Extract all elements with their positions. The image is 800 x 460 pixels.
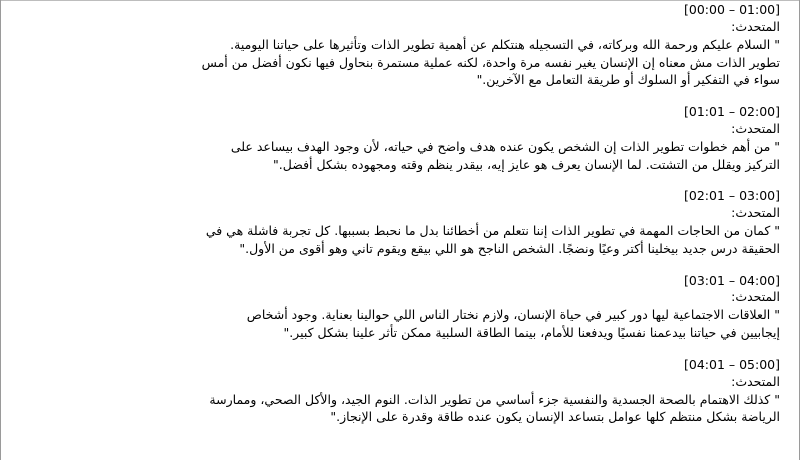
segment-line: سواء في التفكير أو السلوك أو طريقة التعامل مع الآخرين." [476,72,780,88]
segment-timecode: [01:01 – 02:00] [684,104,780,119]
segment-spacer [12,264,782,273]
segment-line: " كمان من الحاجات المهمة في تطوير الذات إننا نتعلم من أخطائنا بدل ما نحبط بسببها. كل تجربة فاشلة هي في [205,223,780,238]
segment-speaker: المتحدث: [731,373,780,389]
segment-line: " كذلك الاهتمام بالصحة الجسدية والنفسية جزء أساسي من تطوير الذات. النوم الجيد، والأكل الصحي، وممارسة [209,391,780,407]
segment-spacer [12,348,782,357]
transcript-segment [12,104,782,173]
segment-line: إيجابيين في حياتنا بيدعمنا نفسيًا ويدفعنا للأمام، بينما الطاقة السلبية ممكن تأثر علينا بشكل كبير." [283,325,780,340]
segment-speaker: المتحدث: [731,120,780,136]
segment-spacer [12,179,782,188]
segment-line: التركيز ويقلل من التشتت. لما الإنسان يعرف هو عايز إيه، بيقدر ينظم وقته ومجهوده بشكل أفضل." [273,156,780,172]
transcript-segment [12,188,782,257]
transcript-segment [12,2,782,89]
segment-line: " من أهم خطوات تطوير الذات إن الشخص يكون عنده هدف واضح في حياته، لأن وجود الهدف بيساعد على [230,138,780,154]
segment-timecode: [00:00 – 01:00] [684,2,780,17]
segment-speaker: المتحدث: [731,289,780,305]
segment-speaker: المتحدث: [731,18,780,34]
segment-speaker: المتحدث: [731,205,780,221]
segment-timecode: [04:01 – 05:00] [684,356,780,372]
transcript-segment [12,357,782,426]
segment-line: " العلاقات الاجتماعية ليها دور كبير في حياة الإنسان، ولازم نختار الناس اللي حوالينا بعناية. وجود أشخاص [246,307,780,323]
segment-line: الحقيقة درس جديد بيخلينا أكتر وعيًا ونضجًا. الشخص الناجح هو اللي بيقع ويقوم تاني وهو أقوى من الأول." [239,240,780,256]
segment-timecode: [02:01 – 03:00] [684,188,780,204]
segment-timecode: [03:01 – 04:00] [684,272,780,288]
page-border-left [0,0,1,460]
segment-line: " السلام عليكم ورحمة الله وبركاته، في التسجيله هنتكلم عن أهمية تطوير الذات وتأثيرها على حياتنا اليومية. [230,36,780,52]
segment-line: الرياضة بشكل منتظم كلها عوامل بتساعد الإنسان يكون عنده طاقة وقدرة على الإنجاز." [330,409,780,425]
page-border-top [0,0,800,1]
transcript-body [12,2,782,458]
segment-spacer [12,95,782,104]
transcript-segment [12,273,782,342]
segment-line: تطوير الذات مش معناه إن الإنسان يغير نفسه مرة واحدة، لكنه عملية مستمرة بنحاول فيها نكون أفضل من أمس [201,54,780,70]
